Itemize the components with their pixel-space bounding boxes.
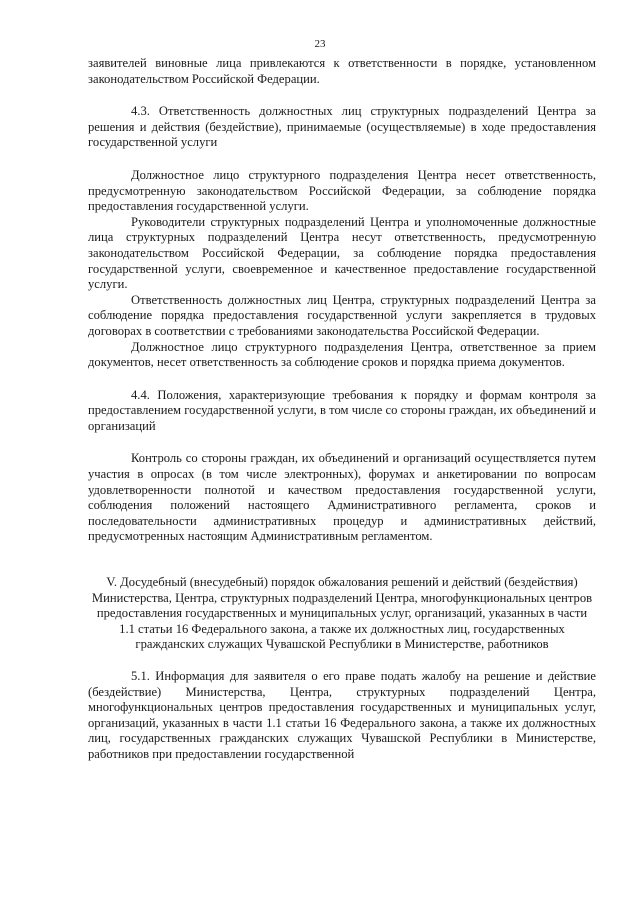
paragraph-4-4-1: Контроль со стороны граждан, их объединений и организаций осуществляется путем участия в опросах (в том числе электронных), форумах и анкетировании по вопросам удовлетворенности полнотой и качеством предоставления государственной услуги, соблюдения положений настоящего Административного регламента, сроков и последовательности административных процедур и административных действий, предусмотренных настоящим Административным регламентом. <box>88 451 596 544</box>
section-heading-4-4: 4.4. Положения, характеризующие требования к порядку и формам контроля за предоставлением государственной услуги, в том числе со стороны граждан, их объединений и организаций <box>88 387 596 433</box>
paragraph-continuation: заявителей виновные лица привлекаются к ответственности в порядке, установленном законодательством Российской Федерации. <box>88 56 596 86</box>
paragraph-4-3-1: Должностное лицо структурного подразделения Центра несет ответственность, предусмотренную законодательством Российской Федерации, за соблюдение порядка предоставления государственной услуги. <box>88 167 596 214</box>
paragraph-4-3-3: Ответственность должностных лиц Центра, структурных подразделений Центра за соблюдение порядка предоставления государственной услуги закрепляется в трудовых договорах в соответствии с требованиями законодательства Российской Федерации. <box>88 292 596 338</box>
paragraph-5-1: 5.1. Информация для заявителя о его праве подать жалобу на решение и действие (бездействие) Министерства, Центра, структурных подразделений Центра, многофункциональных центров предоставления государственных и муниципальных услуг, организаций, указанных в части 1.1 статьи 16 Федерального закона, а также их должностных лиц, государственных гражданских служащих Чувашской Республики в Министерстве, работников при предоставлении государственной <box>88 669 596 761</box>
paragraph-4-3-4: Должностное лицо структурного подразделения Центра, ответственное за прием документов, несет ответственность за соблюдение сроков и порядка приема документов. <box>88 339 596 370</box>
section-heading-4-3: 4.3. Ответственность должностных лиц структурных подразделений Центра за решения и действия (бездействие), принимаемые (осуществляемые) в ходе предоставления государственной услуги <box>88 104 596 150</box>
chapter-heading-v: V. Досудебный (внесудебный) порядок обжалования решений и действий (бездействия) Министерства, Центра, структурных подразделений Центра, многофункциональных центров предоставления государственных и муниципальных услуг, организаций, указанных в части 1.1 статьи 16 Федерального закона, а также их должностных лиц, государственных гражданских служащих Чувашской Республики в Министерстве, работников <box>91 575 593 652</box>
paragraph-4-3-2: Руководители структурных подразделений Центра и уполномоченные должностные лица структурных подразделений Центра несут ответственность, предусмотренную законодательством Российской Федерации, за соблюдение порядка предоставления государственной услуги, своевременное и качественное предоставление государственной услуги. <box>88 214 596 292</box>
page-content <box>88 56 596 763</box>
page-number: 23 <box>314 38 326 50</box>
